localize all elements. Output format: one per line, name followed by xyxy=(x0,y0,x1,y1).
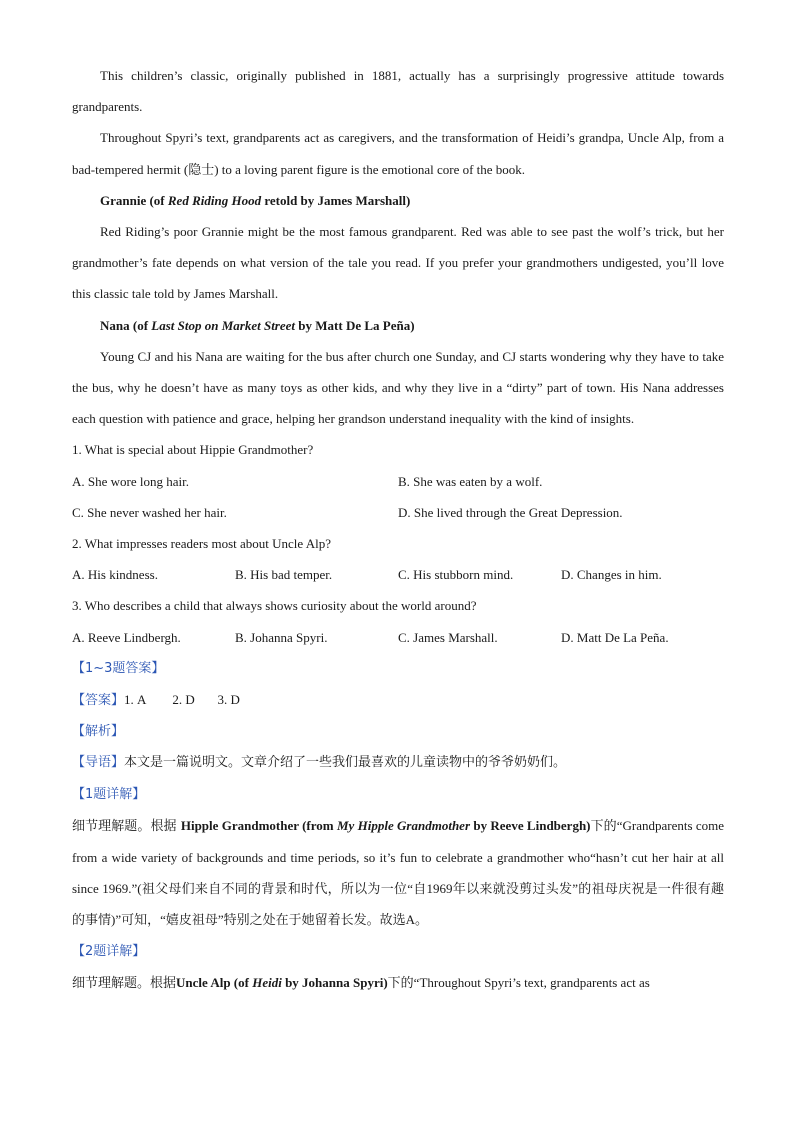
guide-text: 本文是一篇说明文。文章介绍了一些我们最喜欢的儿童读物中的爷爷奶奶们。 xyxy=(124,755,567,771)
question-stem: 3. Who describes a child that always shows curiosity about the world around? xyxy=(72,598,477,614)
option-a: A. Reeve Lindbergh. xyxy=(72,629,181,645)
question-options xyxy=(72,622,724,653)
paragraph-heidi-body: Throughout Spyri’s text, grandparents act as caregivers, and the transformation of Heidi’s grandpa, Uncle Alp, from a bad-tempered hermit (隐士) to a loving parent figure is the emotional core of the book. xyxy=(72,130,724,177)
document-page xyxy=(72,60,724,999)
book-title-heidi: Heidi xyxy=(252,974,282,990)
question-options xyxy=(72,559,724,590)
q1-detail-text: 细节理解题。根据 Hipple Grandmother (from My Hipple Grandmother by Reeve Lindbergh)下的“Grandparents come from a wide variety of backgrounds and time periods, so it’s fun to celebrate a grandmother who“hasn’t cut her hair at all since 1969.”(祖父母们来自不同的背景和时代，所以为一位“自1969年以来就没剪过头发”的祖母庆祝是一件很有趣的事情)”可知，“嬉皮祖母”特别之处在于她留着长发。故选A。 xyxy=(72,817,725,928)
guide-label: 【导语】 xyxy=(72,755,125,771)
option-a: A. She wore long hair. xyxy=(72,473,189,489)
analysis-label: 【解析】 xyxy=(72,724,125,740)
question-stem: 2. What impresses readers most about Uncle Alp? xyxy=(72,536,331,552)
question-options xyxy=(72,497,724,528)
q1-detail-label: 【1题详解】 xyxy=(72,786,146,802)
option-d: D. Matt De La Peña. xyxy=(561,629,669,645)
answer-values: 1. A 2. D 3. D xyxy=(124,692,240,708)
heading-grannie: Grannie (of Red Riding Hood retold by James Marshall) xyxy=(100,192,411,208)
paragraph-heidi-intro: This children’s classic, originally published in 1881, actually has a surprisingly progressive attitude towards grandparents. xyxy=(72,68,724,115)
paragraph-nana: Young CJ and his Nana are waiting for the bus after church one Sunday, and CJ starts wondering why they have to take the bus, why he doesn’t have as many toys as other kids, and why they live in a “dirty” part of town. His Nana addresses each question with patience and grace, helping her grandson understand inequality with the kind of insights. xyxy=(72,348,724,427)
question-stem: 1. What is special about Hippie Grandmother? xyxy=(72,442,314,458)
answer-label: 【答案】 xyxy=(72,693,125,709)
answer-line xyxy=(72,684,724,716)
option-c: C. She never washed her hair. xyxy=(72,504,227,520)
paragraph-grannie: Red Riding’s poor Grannie might be the most famous grandparent. Red was able to see past the wolf’s trick, but her grandmother’s fate depends on what version of the tale you read. If you prefer your grandmothers undigested, you’ll love this classic tale told by James Marshall. xyxy=(72,224,724,302)
option-b: B. She was eaten by a wolf. xyxy=(398,473,543,489)
option-d: D. She lived through the Great Depression. xyxy=(398,504,623,520)
option-a: A. His kindness. xyxy=(72,567,158,583)
q2-detail-label: 【2题详解】 xyxy=(72,943,146,959)
option-c: C. His stubborn mind. xyxy=(398,567,514,583)
option-b: B. His bad temper. xyxy=(235,567,333,583)
guide-line xyxy=(72,747,724,778)
book-title-red-riding-hood: Red Riding Hood xyxy=(167,192,262,208)
book-title-last-stop: Last Stop on Market Street xyxy=(151,317,296,333)
book-title-hipple: My Hipple Grandmother xyxy=(336,817,471,833)
option-b: B. Johanna Spyri. xyxy=(235,629,328,645)
option-c: C. James Marshall. xyxy=(398,629,498,645)
heading-nana: Nana (of Last Stop on Market Street by Matt De La Peña) xyxy=(100,317,415,333)
question-options xyxy=(72,466,724,497)
option-d: D. Changes in him. xyxy=(561,567,662,583)
q2-detail-text: 细节理解题。根据Uncle Alp (of Heidi by Johanna Spyri)下的“Throughout Spyri’s text, grandparents act as xyxy=(72,974,650,991)
answer-section-label: 【1~3题答案】 xyxy=(72,660,165,676)
